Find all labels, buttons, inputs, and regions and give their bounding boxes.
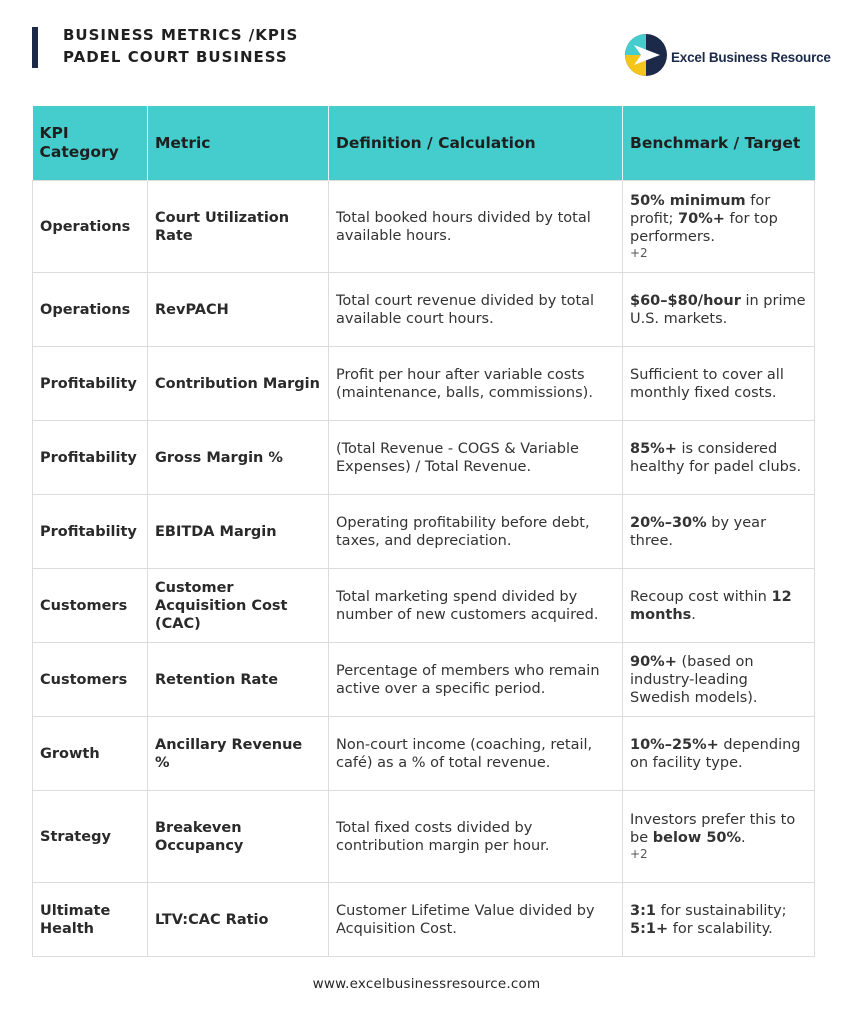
table-row — [33, 421, 815, 495]
table-row — [33, 495, 815, 569]
benchmark-text: Recoup cost within — [630, 588, 772, 605]
metric-name-cell: Retention Rate — [148, 643, 329, 717]
kpi-table — [32, 106, 815, 957]
brand-logo[interactable] — [624, 33, 831, 81]
benchmark-emphasis: 70%+ — [678, 211, 725, 227]
table-header-row — [33, 106, 815, 181]
benchmark-text: Sufficient to cover all monthly fixed costs. — [630, 366, 784, 401]
definition-cell: Percentage of members who remain active over a specific period. — [329, 643, 623, 717]
definition-cell: Non-court income (coaching, retail, café) as a % of total revenue. — [329, 717, 623, 791]
kpi-category-cell: Growth — [33, 717, 148, 791]
benchmark-text: is considered healthy for padel clubs. — [630, 440, 802, 475]
citation-note[interactable]: +2 — [630, 246, 648, 260]
definition-cell: (Total Revenue - COGS & Variable Expenses) / Total Revenue. — [329, 421, 623, 495]
kpi-category-cell: Profitability — [33, 495, 148, 569]
definition-cell: Total booked hours divided by total available hours. — [329, 181, 623, 273]
benchmark-text: Investors prefer this to be — [630, 812, 796, 846]
definition-cell: Profit per hour after variable costs (maintenance, balls, commissions). — [329, 347, 623, 421]
benchmark-cell — [623, 347, 815, 421]
column-header-metric: Metric — [148, 106, 329, 181]
benchmark-text: for profit; — [630, 193, 771, 227]
metric-name-cell: LTV:CAC Ratio — [148, 883, 329, 957]
benchmark-text: for scalability. — [668, 920, 773, 937]
header-accent-bar — [32, 27, 38, 68]
table-row — [33, 717, 815, 791]
benchmark-emphasis: 10%–25%+ — [630, 736, 719, 753]
definition-cell: Total court revenue divided by total available court hours. — [329, 273, 623, 347]
table-row — [33, 569, 815, 643]
metric-name-cell: Customer Acquisition Cost (CAC) — [148, 569, 329, 643]
column-header-benchmark: Benchmark / Target — [623, 106, 815, 181]
logo-icon — [624, 33, 668, 81]
benchmark-emphasis: 85%+ — [630, 440, 677, 457]
metric-name-cell: RevPACH — [148, 273, 329, 347]
benchmark-cell — [623, 569, 815, 643]
metric-name-cell: Ancillary Revenue % — [148, 717, 329, 791]
benchmark-text: . — [691, 606, 696, 623]
benchmark-emphasis: 3:1 — [630, 902, 656, 919]
table-row — [33, 273, 815, 347]
benchmark-text: in prime U.S. markets. — [630, 292, 806, 327]
metric-name-cell: Gross Margin % — [148, 421, 329, 495]
benchmark-cell — [623, 495, 815, 569]
benchmark-emphasis: 90%+ — [630, 653, 677, 670]
benchmark-emphasis: 12 months — [630, 588, 792, 623]
page-subtitle: PADEL COURT BUSINESS — [63, 48, 288, 66]
table-row — [33, 883, 815, 957]
column-header-definition: Definition / Calculation — [329, 106, 623, 181]
footer-url[interactable]: www.excelbusinessresource.com — [312, 976, 541, 992]
citation-note[interactable]: +2 — [630, 847, 648, 861]
benchmark-text: depending on facility type. — [630, 736, 801, 771]
metric-name-cell: Breakeven Occupancy — [148, 791, 329, 883]
definition-cell: Total fixed costs divided by contribution margin per hour. — [329, 791, 623, 883]
benchmark-emphasis: below 50% — [652, 830, 742, 846]
benchmark-cell — [623, 643, 815, 717]
table-row — [33, 181, 815, 273]
kpi-category-cell: Operations — [33, 181, 148, 273]
brand-name: Excel Business Resource — [671, 49, 831, 65]
table-row — [33, 347, 815, 421]
metric-name-cell: Court Utilization Rate — [148, 181, 329, 273]
kpi-category-cell: Profitability — [33, 421, 148, 495]
benchmark-cell — [623, 717, 815, 791]
kpi-category-cell: Customers — [33, 643, 148, 717]
table-row — [33, 643, 815, 717]
benchmark-cell — [623, 883, 815, 957]
benchmark-text: for sustainability; — [655, 902, 787, 919]
metric-name-cell: EBITDA Margin — [148, 495, 329, 569]
benchmark-text: for top performers. — [630, 211, 778, 245]
column-header-category: KPI Category — [33, 106, 148, 181]
benchmark-text: by year three. — [630, 514, 767, 549]
benchmark-text: . — [741, 830, 746, 846]
kpi-category-cell: Operations — [33, 273, 148, 347]
definition-cell: Operating profitability before debt, taxes, and depreciation. — [329, 495, 623, 569]
kpi-category-cell: Customers — [33, 569, 148, 643]
metric-name-cell: Contribution Margin — [148, 347, 329, 421]
benchmark-emphasis: 50% minimum — [630, 193, 746, 209]
benchmark-emphasis: $60–$80/hour — [630, 292, 741, 309]
benchmark-text: (based on industry-leading Swedish models). — [630, 653, 758, 706]
benchmark-emphasis: 5:1+ — [630, 920, 669, 937]
definition-cell: Customer Lifetime Value divided by Acquisition Cost. — [329, 883, 623, 957]
benchmark-cell — [623, 181, 815, 273]
benchmark-emphasis: 20%–30% — [630, 514, 707, 531]
page-title: BUSINESS METRICS /KPIS — [63, 26, 299, 44]
kpi-category-cell: Ultimate Health — [33, 883, 148, 957]
benchmark-cell — [623, 791, 815, 883]
benchmark-cell — [623, 421, 815, 495]
benchmark-cell — [623, 273, 815, 347]
kpi-category-cell: Profitability — [33, 347, 148, 421]
kpi-category-cell: Strategy — [33, 791, 148, 883]
definition-cell: Total marketing spend divided by number of new customers acquired. — [329, 569, 623, 643]
table-row — [33, 791, 815, 883]
